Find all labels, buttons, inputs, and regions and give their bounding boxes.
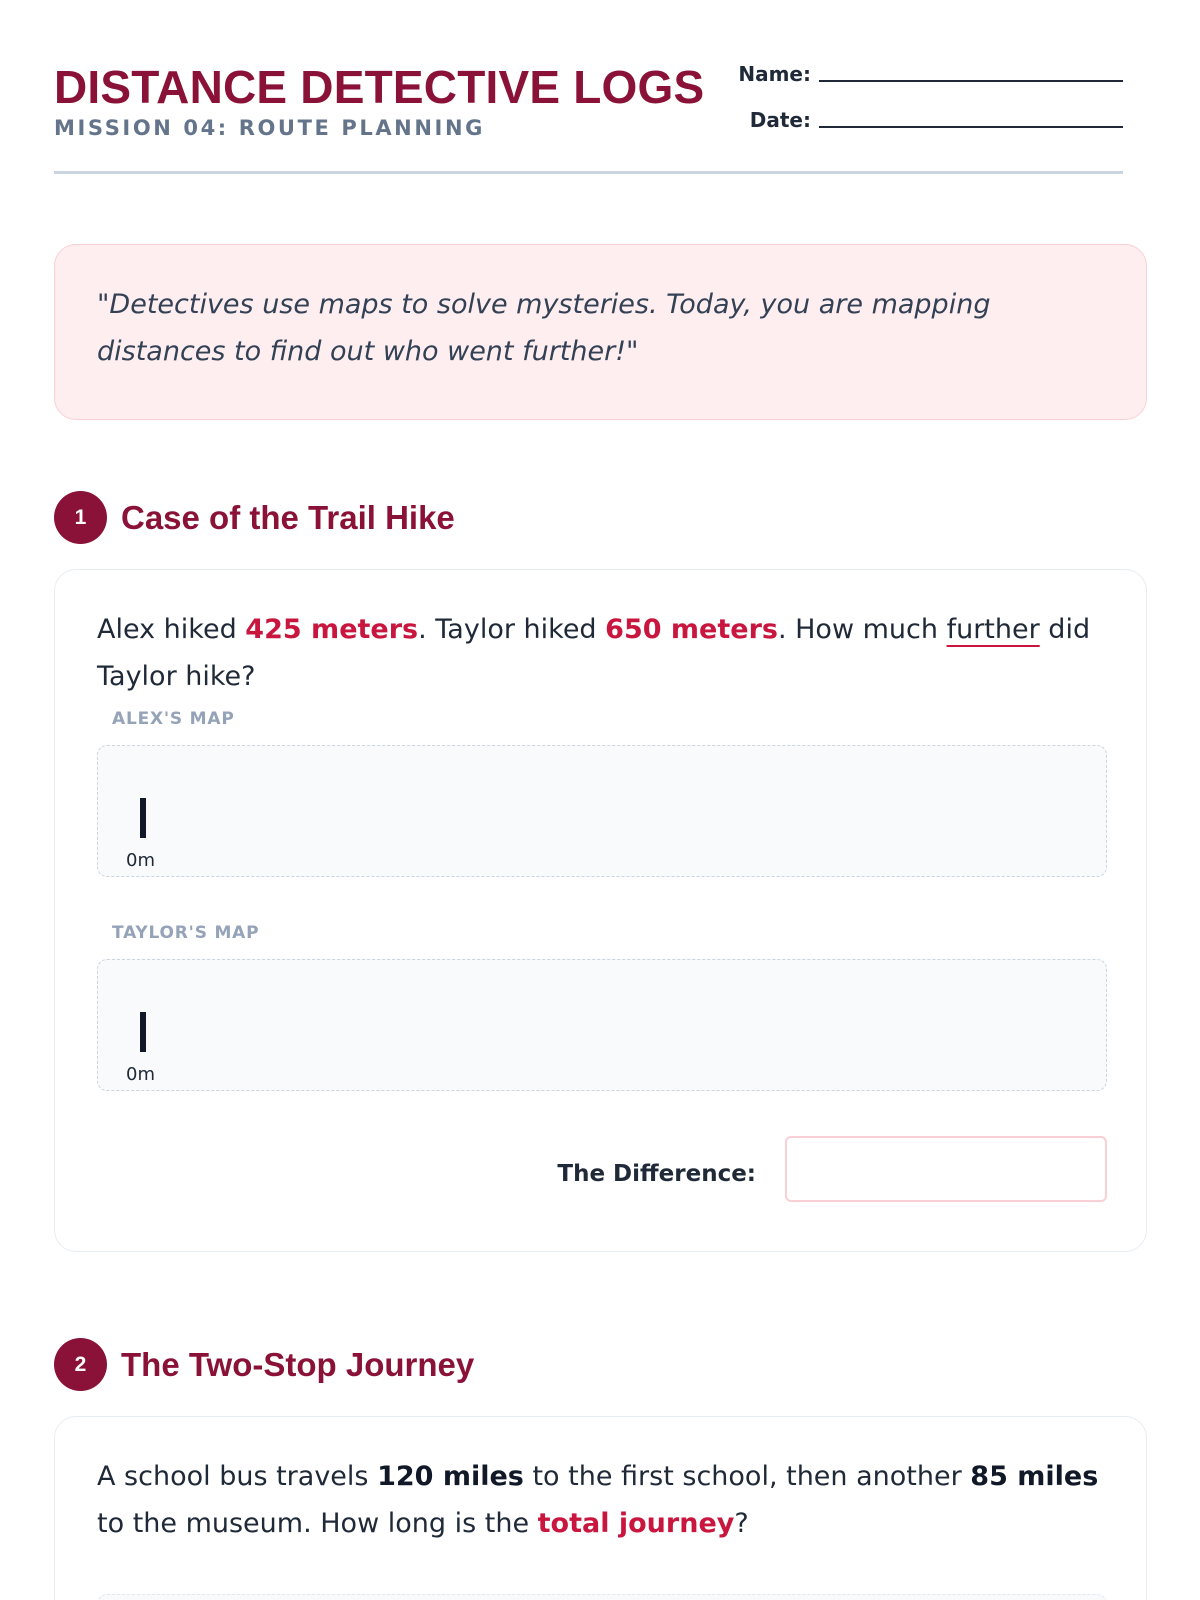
name-line[interactable]	[819, 68, 1123, 82]
question-1-title: Case of the Trail Hike	[121, 498, 455, 536]
alex-map-label: ALEX'S MAP	[112, 709, 235, 729]
question-1-heading	[54, 491, 455, 544]
keyword-further: further	[946, 614, 1040, 645]
worksheet-title: DISTANCE DETECTIVE LOGS	[54, 61, 705, 113]
alex-distance: 425 meters	[245, 614, 419, 645]
start-tick	[140, 1012, 146, 1052]
date-line[interactable]	[819, 114, 1123, 128]
question-2-title: The Two-Stop Journey	[121, 1345, 475, 1383]
keyword-total-journey: total journey	[537, 1508, 735, 1539]
start-label: 0m	[126, 1064, 155, 1085]
problem-text: ?	[734, 1508, 749, 1539]
name-label: Name:	[738, 62, 811, 86]
difference-answer-box[interactable]	[785, 1136, 1107, 1202]
question-2-problem	[97, 1453, 1107, 1547]
problem-text: to the museum. How long is the	[97, 1508, 538, 1539]
problem-text: to the first school, then another	[523, 1461, 971, 1492]
taylor-distance: 650 meters	[605, 614, 778, 645]
problem-text: . Taylor hiked	[418, 614, 606, 645]
start-tick	[140, 798, 146, 838]
mission-subtitle: MISSION 04: ROUTE PLANNING	[54, 116, 485, 140]
difference-label: The Difference:	[557, 1161, 756, 1187]
question-1-number: 1	[54, 491, 107, 544]
question-1-problem	[97, 606, 1107, 700]
question-2-number: 2	[54, 1338, 107, 1391]
date-field[interactable]	[750, 108, 1123, 132]
intro-quote-box	[54, 244, 1147, 420]
problem-text: Alex hiked	[97, 614, 246, 645]
problem-text: A school bus travels	[97, 1461, 378, 1492]
alex-map-box[interactable]	[97, 745, 1107, 877]
question-1-card	[54, 569, 1147, 1252]
date-label: Date:	[749, 108, 811, 132]
start-label: 0m	[126, 850, 155, 871]
second-leg-distance: 85 miles	[970, 1461, 1099, 1492]
problem-text: . How much	[777, 614, 947, 645]
question-2-heading	[54, 1338, 474, 1391]
question-2-card	[54, 1416, 1147, 1600]
first-leg-distance: 120 miles	[377, 1461, 524, 1492]
taylor-map-box[interactable]	[97, 959, 1107, 1091]
intro-quote: "Detectives use maps to solve mysteries. Today, you are mapping distances to find out who went further!"	[97, 289, 991, 367]
name-field[interactable]	[738, 62, 1123, 86]
worksheet-header	[54, 56, 1123, 174]
taylor-map-label: TAYLOR'S MAP	[112, 923, 260, 943]
journey-map-box[interactable]	[97, 1594, 1107, 1600]
problem-text: did Taylor hike?	[97, 614, 1091, 692]
